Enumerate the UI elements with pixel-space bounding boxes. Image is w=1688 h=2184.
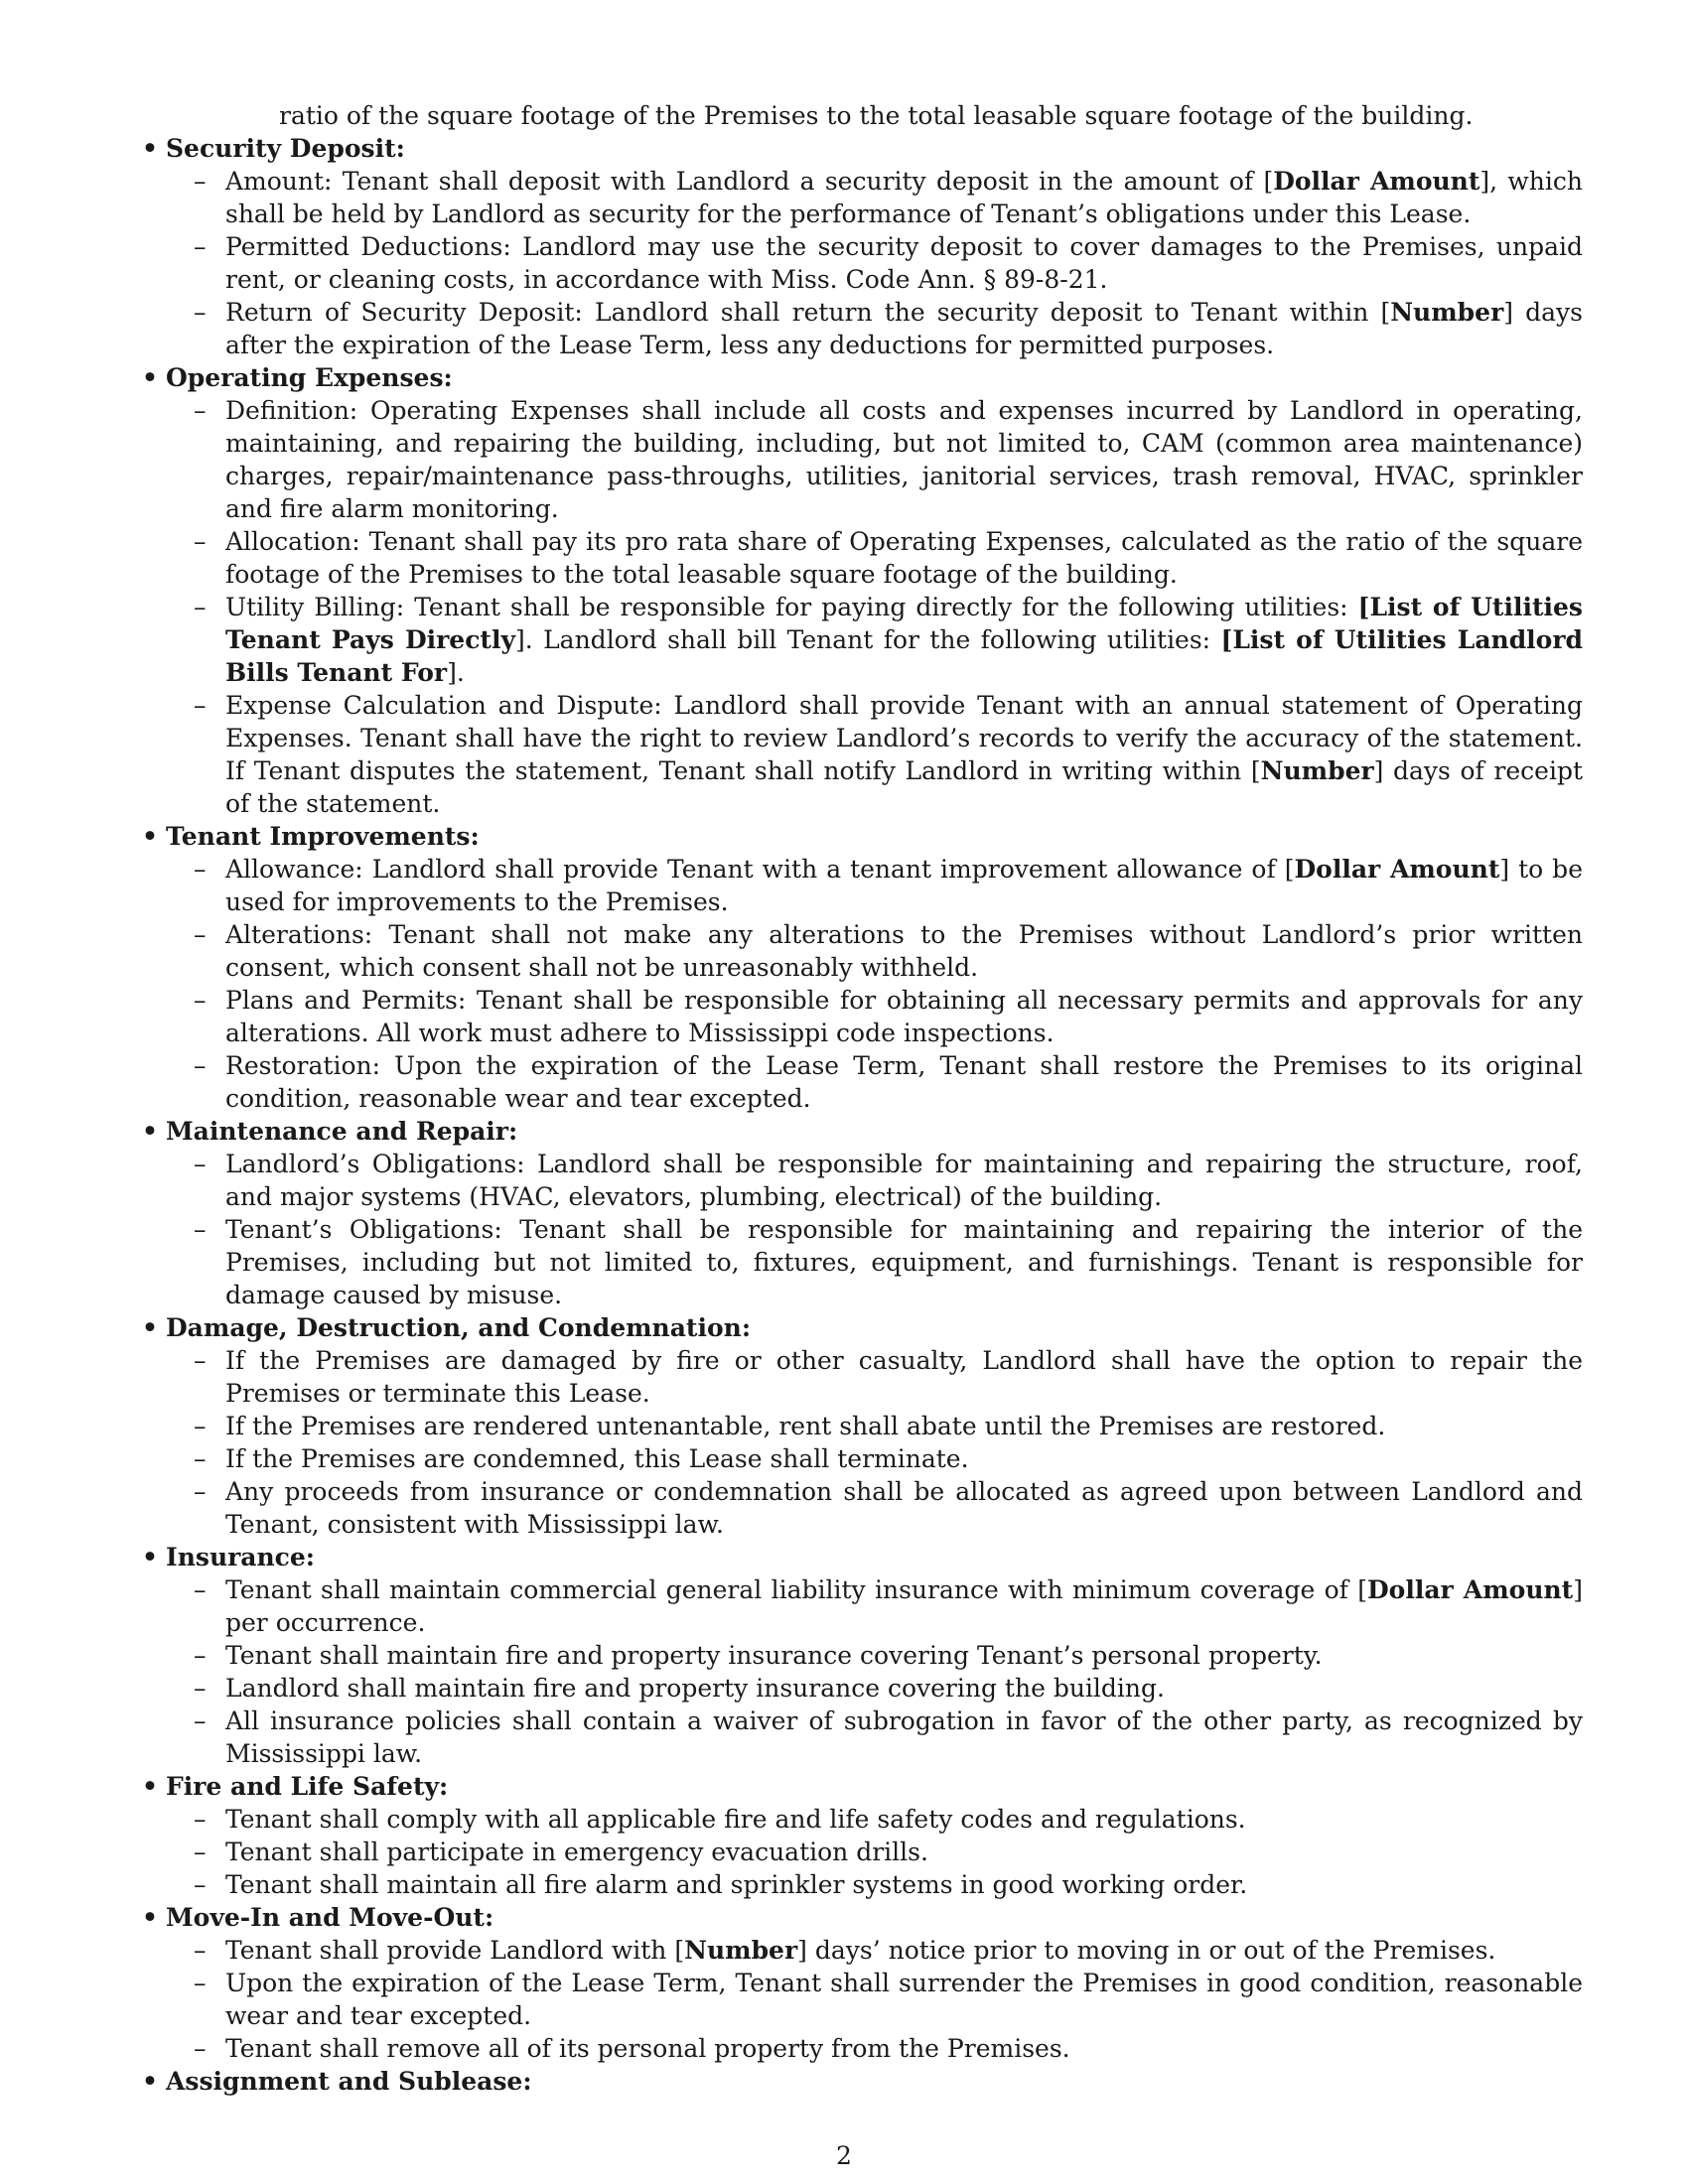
bullet-icon: •: [142, 822, 158, 851]
placeholder-text: Dollar Amount: [1367, 1575, 1574, 1604]
item-text: Definition: Operating Expenses shall include all costs and expenses incurred by Landlord in operating, maintaining, and repairing the building, including, but not limited to, CAM (common area maintenance) charges, repair/maintenance pass-throughs, utilities, janitorial services, trash removal, HVAC, sprinkler and fire alarm monitoring.: [225, 396, 1583, 523]
list-item: [194, 525, 1583, 591]
list-item: [194, 984, 1583, 1049]
section-title: Fire and Life Safety:: [166, 1772, 449, 1801]
placeholder-text: Dollar Amount: [1294, 855, 1500, 884]
section-title: Maintenance and Repair:: [166, 1117, 518, 1146]
list-item: [194, 1148, 1583, 1213]
section-item: [142, 132, 1583, 361]
list-item: [194, 1410, 1583, 1442]
section-item: [142, 1115, 1583, 1311]
bullet-icon: •: [142, 1313, 158, 1342]
section-item: [142, 1770, 1583, 1901]
item-text: Tenant shall comply with all applicable fire and life safety codes and regulations.: [225, 1805, 1246, 1834]
list-item: [194, 2032, 1583, 2065]
dash-icon: –: [194, 1706, 207, 1735]
dash-icon: –: [194, 1444, 207, 1473]
dash-icon: –: [194, 1838, 207, 1866]
placeholder-text: Number: [1260, 756, 1374, 785]
item-text: [: [1284, 855, 1295, 884]
dash-icon: –: [194, 1870, 207, 1899]
item-text: Expense Calculation and Dispute: Landlord shall provide Tenant with an annual statement of Operating Expenses. Tenant shall have the right to review Landlord’s records to verify the accuracy of the statement. If Tenant disputes the statement, Tenant shall notify Landlord in writing within: [225, 691, 1583, 785]
bullet-icon: •: [142, 1772, 158, 1801]
item-text: If the Premises are condemned, this Lease shall terminate.: [225, 1444, 969, 1473]
list-item: [194, 918, 1583, 984]
placeholder-text: Number: [684, 1936, 798, 1965]
dash-icon: –: [194, 1575, 207, 1604]
dash-icon: –: [194, 1215, 207, 1244]
placeholder-text: Dollar Amount: [1273, 167, 1480, 196]
section-title: Insurance:: [166, 1543, 316, 1571]
dash-icon: –: [194, 2034, 207, 2063]
dash-icon: –: [194, 527, 207, 556]
list-item: [194, 165, 1583, 230]
section-title: Assignment and Sublease:: [166, 2067, 532, 2096]
item-text: ] days after the expiration of the Lease Term, less any deductions for permitted purposes.: [225, 298, 1583, 359]
dash-icon: –: [194, 167, 207, 196]
item-text: [: [1380, 298, 1391, 327]
item-text: ]. Landlord shall bill Tenant for the following utilities:: [515, 625, 1221, 654]
list-item: [194, 1475, 1583, 1541]
item-text: Landlord’s Obligations: Landlord shall be responsible for maintaining and repairing the structure, roof, and major systems (HVAC, elevators, plumbing, electrical) of the building.: [225, 1150, 1583, 1211]
lease-sections-list: [142, 132, 1584, 2098]
list-item: [194, 1213, 1583, 1311]
section-items-list: [166, 1934, 1583, 2065]
item-text: Allocation: Tenant shall pay its pro rata share of Operating Expenses, calculated as the ratio of the square footage of the Premises to the total leasable square footage of the building.: [225, 527, 1583, 589]
bullet-icon: •: [142, 363, 158, 392]
item-text: [: [1357, 1575, 1367, 1604]
dash-icon: –: [194, 691, 207, 720]
section-items-list: [166, 1573, 1583, 1770]
list-item: [194, 689, 1583, 820]
item-text: If the Premises are damaged by fire or other casualty, Landlord shall have the option to repair the Premises or terminate this Lease.: [225, 1346, 1583, 1408]
item-text: Tenant shall maintain commercial general liability insurance with minimum coverage of: [225, 1575, 1358, 1604]
item-text: ], which shall be held by Landlord as security for the performance of Tenant’s obligations under this Lease.: [225, 167, 1583, 228]
item-text: Landlord shall maintain fire and property insurance covering the building.: [225, 1674, 1165, 1703]
list-item: [194, 1803, 1583, 1836]
item-text: Return of Security Deposit: Landlord shall return the security deposit to Tenant within: [225, 298, 1381, 327]
item-text: Tenant’s Obligations: Tenant shall be responsible for maintaining and repairing the interior of the Premises, including but not limited to, fixtures, equipment, and furnishings. Tenant is responsible for damage caused by misuse.: [225, 1215, 1583, 1309]
list-item: [194, 394, 1583, 525]
list-item: [194, 296, 1583, 361]
item-text: Restoration: Upon the expiration of the Lease Term, Tenant shall restore the Premises to its original condition, reasonable wear and tear excepted.: [225, 1051, 1583, 1113]
section-items-list: [166, 165, 1583, 361]
dash-icon: –: [194, 396, 207, 425]
section-items-list: [166, 394, 1583, 820]
bullet-icon: •: [142, 1543, 158, 1571]
section-title: Security Deposit:: [166, 134, 405, 163]
item-text: [: [1250, 756, 1261, 785]
item-text: Permitted Deductions: Landlord may use the security deposit to cover damages to the Premises, unpaid rent, or cleaning costs, in accordance with Miss. Code Ann. § 89-8-21.: [225, 232, 1583, 294]
section-title: Move-In and Move-Out:: [166, 1903, 494, 1932]
item-text: All insurance policies shall contain a waiver of subrogation in favor of the other party, as recognized by Mississippi law.: [225, 1706, 1583, 1768]
item-text: If the Premises are rendered untenantable, rent shall abate until the Premises are restored.: [225, 1412, 1386, 1440]
dash-icon: –: [194, 1051, 207, 1080]
item-text: Tenant shall provide Landlord with: [225, 1936, 675, 1965]
placeholder-text: [: [1220, 625, 1233, 654]
page-number: 2: [836, 2141, 852, 2170]
item-text: Tenant shall remove all of its personal property from the Premises.: [225, 2034, 1070, 2063]
placeholder-text: [: [1357, 593, 1370, 621]
item-text: Tenant shall maintain all fire alarm and sprinkler systems in good working order.: [225, 1870, 1248, 1899]
item-text: Any proceeds from insurance or condemnation shall be allocated as agreed upon between Landlord and Tenant, consistent with Mississippi law.: [225, 1477, 1583, 1539]
list-item: [194, 591, 1584, 689]
section-item: [142, 1901, 1583, 2065]
dash-icon: –: [194, 1936, 207, 1965]
item-text: Upon the expiration of the Lease Term, Tenant shall surrender the Premises in good condition, reasonable wear and tear excepted.: [225, 1969, 1583, 2030]
item-text: Plans and Permits: Tenant shall be responsible for obtaining all necessary permits and approvals for any alterations. All work must adhere to Mississippi code inspections.: [225, 986, 1583, 1047]
item-text: Tenant shall participate in emergency evacuation drills.: [225, 1838, 928, 1866]
bullet-icon: •: [142, 134, 158, 163]
dash-icon: –: [194, 1150, 207, 1178]
list-item: [194, 1344, 1583, 1410]
item-text: ] to be used for improvements to the Premises.: [225, 855, 1583, 916]
section-item: [142, 1541, 1584, 1770]
item-text: Amount: Tenant shall deposit with Landlord a security deposit in the amount of: [225, 167, 1264, 196]
item-text: [: [674, 1936, 685, 1965]
list-item: [194, 1705, 1583, 1770]
list-item: [194, 1967, 1583, 2032]
dash-icon: –: [194, 986, 207, 1015]
section-items-list: [166, 853, 1583, 1115]
dash-icon: –: [194, 1969, 207, 1997]
list-item: [194, 230, 1583, 296]
list-item: [194, 1573, 1584, 1639]
list-item: [194, 1868, 1583, 1901]
section-title: Damage, Destruction, and Condemnation:: [166, 1313, 752, 1342]
dash-icon: –: [194, 1805, 207, 1834]
placeholder-text: List of Utilities Landlord Bills Tenant For: [225, 625, 1584, 687]
dash-icon: –: [194, 1674, 207, 1703]
list-item: [194, 853, 1583, 918]
section-item: [142, 361, 1584, 820]
item-text: ].: [447, 658, 465, 687]
dash-icon: –: [194, 1477, 207, 1506]
section-title: Operating Expenses:: [166, 363, 453, 392]
bullet-icon: •: [142, 1117, 158, 1146]
section-item: [142, 820, 1583, 1115]
item-text: ] days of receipt of the statement.: [225, 756, 1583, 818]
dash-icon: –: [194, 232, 207, 261]
section-item: [142, 1311, 1583, 1541]
dash-icon: –: [194, 1346, 207, 1375]
section-items-list: [166, 1803, 1583, 1901]
dash-icon: –: [194, 593, 207, 621]
list-item: [194, 1639, 1583, 1672]
list-item: [194, 1672, 1583, 1705]
item-text: ] per occurrence.: [225, 1575, 1584, 1637]
section-title: Tenant Improvements:: [166, 822, 480, 851]
list-item: [194, 1836, 1583, 1868]
item-text: Tenant shall maintain fire and property insurance covering Tenant’s personal property.: [225, 1641, 1323, 1670]
placeholder-text: Number: [1390, 298, 1504, 327]
dash-icon: –: [194, 298, 207, 327]
continuation-text: ratio of the square footage of the Premises to the total leasable square footage of the building.: [279, 101, 1474, 130]
item-text: [: [1263, 167, 1274, 196]
dash-icon: –: [194, 855, 207, 884]
section-item: [142, 2065, 1583, 2098]
item-text: ] days’ notice prior to moving in or out of the Premises.: [797, 1936, 1496, 1965]
item-text: Allowance: Landlord shall provide Tenant with a tenant improvement allowance of: [225, 855, 1285, 884]
list-item: [194, 1049, 1583, 1115]
item-text: Utility Billing: Tenant shall be responsible for paying directly for the following utilities:: [225, 593, 1358, 621]
section-items-list: [166, 1148, 1583, 1311]
bullet-icon: •: [142, 2067, 158, 2096]
dash-icon: –: [194, 920, 207, 949]
list-item: [194, 1442, 1583, 1475]
section-items-list: [166, 1344, 1583, 1541]
list-item: [194, 1934, 1583, 1967]
dash-icon: –: [194, 1641, 207, 1670]
placeholder-text: List of Utilities Tenant Pays Directly: [225, 593, 1583, 654]
dash-icon: –: [194, 1412, 207, 1440]
bullet-icon: •: [142, 1903, 158, 1932]
item-text: Alterations: Tenant shall not make any alterations to the Premises without Landlord’s prior written consent, which consent shall not be unreasonably withheld.: [225, 920, 1583, 982]
